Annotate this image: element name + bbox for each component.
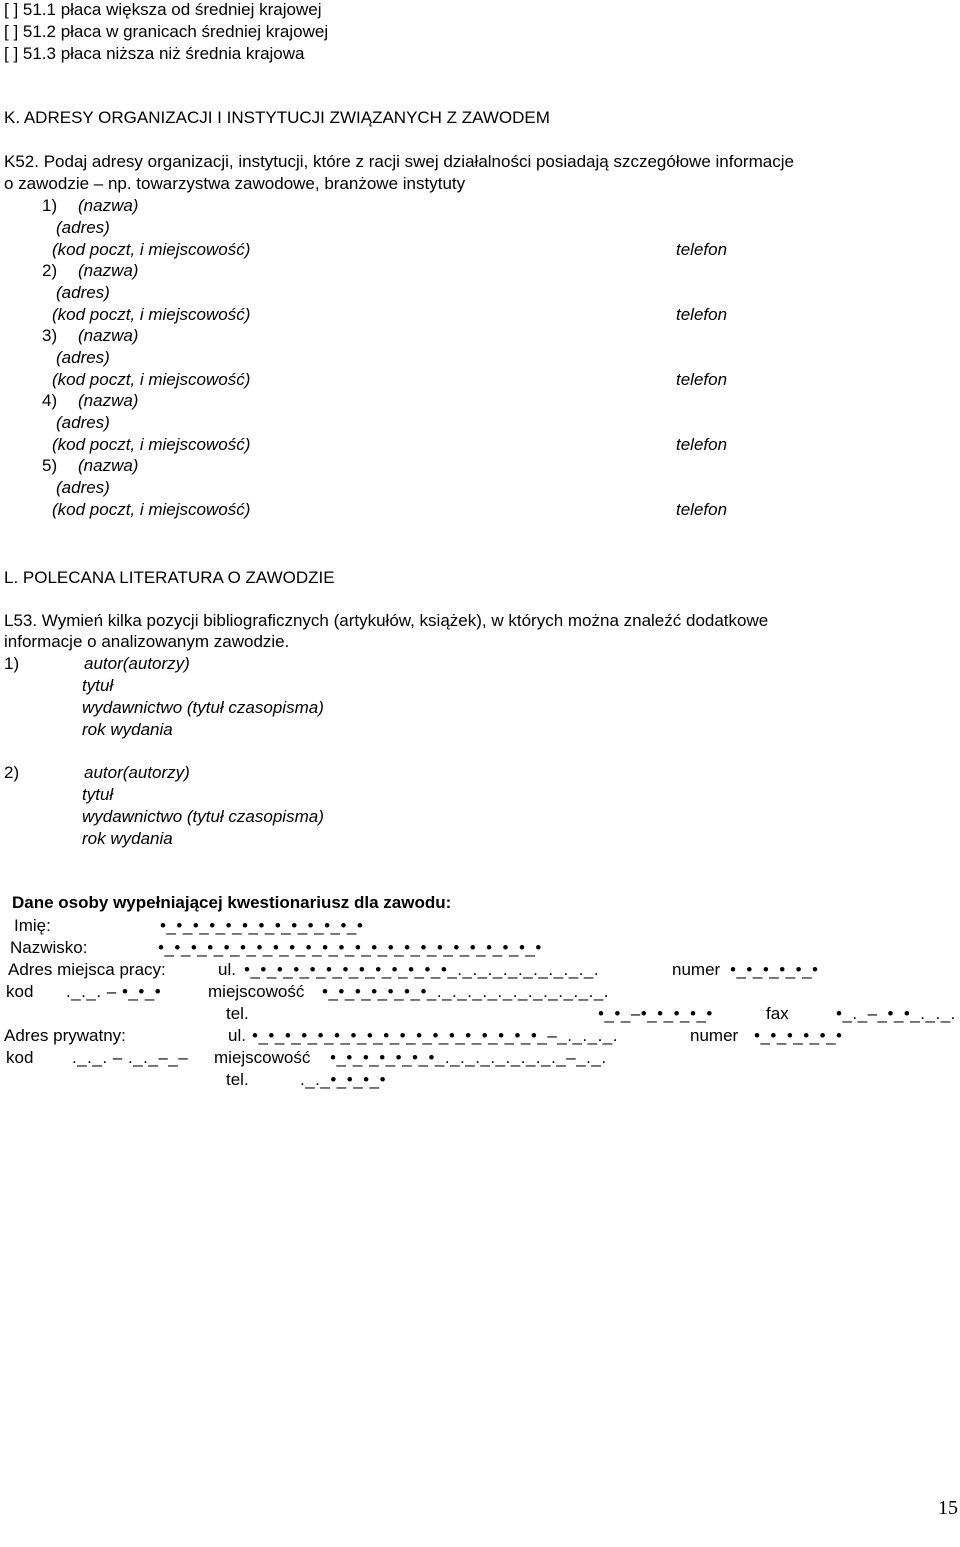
k-entry-city-label: (kod poczt, i miejscowość)	[52, 240, 251, 259]
last-name-field[interactable]: •_•_•_•_•_•_•_•_•_•_•_•_•_•_•_•_•_•_•_•_•_•_•_•	[158, 938, 542, 957]
work-tel-field[interactable]: •_•_–•_•_•_•_•	[598, 1004, 713, 1023]
k-entry-city-label: (kod poczt, i miejscowość)	[52, 435, 251, 454]
k-entry-phone-label: telefon	[676, 500, 728, 519]
k-entry-phone-label: telefon	[676, 435, 728, 454]
k-entry-number: 2)	[42, 261, 58, 280]
l-entry-author-label: autor(autorzy)	[84, 763, 190, 782]
k-entry-number: 1)	[42, 196, 58, 215]
l-entry-title-label: tytuł	[82, 785, 114, 804]
k-entry-phone-label: telefon	[676, 240, 728, 259]
k-entry-address-label: (adres)	[56, 413, 110, 432]
l-entry-title-label: tytuł	[82, 676, 114, 695]
k-entry-number: 4)	[42, 391, 58, 410]
option-51-3: [ ] 51.3 płaca niższa niż średnia krajowa	[4, 44, 305, 63]
private-address-label: Adres prywatny:	[4, 1026, 126, 1045]
private-number-field[interactable]: •_•_•_•_•_•	[754, 1026, 843, 1045]
page-number: 15	[938, 1497, 958, 1519]
section-l-heading: L. POLECANA LITERATURA O ZAWODZIE	[4, 568, 335, 587]
option-51-1: [ ] 51.1 płaca większa od średniej krajowej	[4, 0, 322, 19]
l-entry-publisher-label: wydawnictwo (tytuł czasopisma)	[82, 807, 324, 826]
k-entry-name-label: (nazwa)	[78, 196, 139, 215]
work-city-label: miejscowość	[208, 982, 305, 1001]
work-number-label: numer	[672, 960, 721, 979]
private-number-label: numer	[690, 1026, 739, 1045]
k52-question-line2: o zawodzie – np. towarzystwa zawodowe, branżowe instytuty	[4, 174, 466, 193]
k52-question-line1: K52. Podaj adresy organizacji, instytucji, które z racji swej działalności posiadają szczegółowe informacje	[4, 152, 794, 171]
work-street-field[interactable]: •_•_•_•_•_•_•_•_•_•_•_•_•_._._._._._._._._._.	[244, 960, 600, 979]
l-entry-year-label: rok wydania	[82, 720, 173, 739]
k-entry-address-label: (adres)	[56, 478, 110, 497]
k-entry-name-label: (nazwa)	[78, 261, 139, 280]
l-entry-publisher-label: wydawnictwo (tytuł czasopisma)	[82, 698, 324, 717]
l-entry-number: 1)	[4, 654, 20, 673]
k-entry-phone-label: telefon	[676, 370, 728, 389]
k-entry-city-label: (kod poczt, i miejscowość)	[52, 500, 251, 519]
l53-question-line1: L53. Wymień kilka pozycji bibliograficznych (artykułów, książek), w których można znaleźć dodatkowe	[4, 611, 769, 630]
private-kod-field[interactable]: ._._. – ._._–_–	[72, 1048, 189, 1067]
first-name-label: Imię:	[14, 916, 51, 935]
private-street-label: ul.	[228, 1026, 246, 1045]
work-city-field[interactable]: •_•_•_•_•_•_•_._._._._._._._._._._._.	[322, 982, 610, 1001]
k-entry-phone-label: telefon	[676, 305, 728, 324]
respondent-heading: Dane osoby wypełniającej kwestionariusz dla zawodu:	[12, 893, 452, 912]
work-fax-field[interactable]: •_._–_•_•_._._.	[836, 1004, 956, 1023]
work-fax-label: fax	[766, 1004, 789, 1023]
private-street-field[interactable]: •_•_•_•_•_•_•_•_•_•_•_•_•_•_•_•_•_•_–_._._._.	[252, 1026, 618, 1045]
k-entry-address-label: (adres)	[56, 283, 110, 302]
l-entry-year-label: rok wydania	[82, 829, 173, 848]
last-name-label: Nazwisko:	[10, 938, 88, 957]
work-kod-label: kod	[6, 982, 34, 1001]
private-tel-label: tel.	[226, 1070, 249, 1089]
k-entry-city-label: (kod poczt, i miejscowość)	[52, 370, 251, 389]
private-city-label: miejscowość	[214, 1048, 311, 1067]
work-street-label: ul.	[218, 960, 236, 979]
section-k-heading: K. ADRESY ORGANIZACJI I INSTYTUCJI ZWIĄZANYCH Z ZAWODEM	[4, 108, 550, 127]
work-kod-field[interactable]: ._._. – •_•_•	[66, 982, 162, 1001]
private-tel-field[interactable]: ._._•_•_•_•	[300, 1070, 387, 1089]
l53-question-line2: informacje o analizowanym zawodzie.	[4, 632, 290, 651]
l-entry-author-label: autor(autorzy)	[84, 654, 190, 673]
k-entry-name-label: (nazwa)	[78, 326, 139, 345]
private-city-field[interactable]: •_•_•_•_•_•_•_._._._._._._._._–_._.	[330, 1048, 607, 1067]
first-name-field[interactable]: •_•_•_•_•_•_•_•_•_•_•_•_•	[160, 916, 364, 935]
k-entry-name-label: (nazwa)	[78, 391, 139, 410]
work-tel-label: tel.	[226, 1004, 249, 1023]
k-entry-city-label: (kod poczt, i miejscowość)	[52, 305, 251, 324]
k-entry-name-label: (nazwa)	[78, 456, 139, 475]
k-entry-address-label: (adres)	[56, 218, 110, 237]
k-entry-number: 3)	[42, 326, 58, 345]
work-address-label: Adres miejsca pracy:	[8, 960, 166, 979]
private-kod-label: kod	[6, 1048, 34, 1067]
l-entry-number: 2)	[4, 763, 20, 782]
k-entry-number: 5)	[42, 456, 58, 475]
option-51-2: [ ] 51.2 płaca w granicach średniej krajowej	[4, 22, 329, 41]
k-entry-address-label: (adres)	[56, 348, 110, 367]
work-number-field[interactable]: •_•_•_•_•_•	[730, 960, 819, 979]
